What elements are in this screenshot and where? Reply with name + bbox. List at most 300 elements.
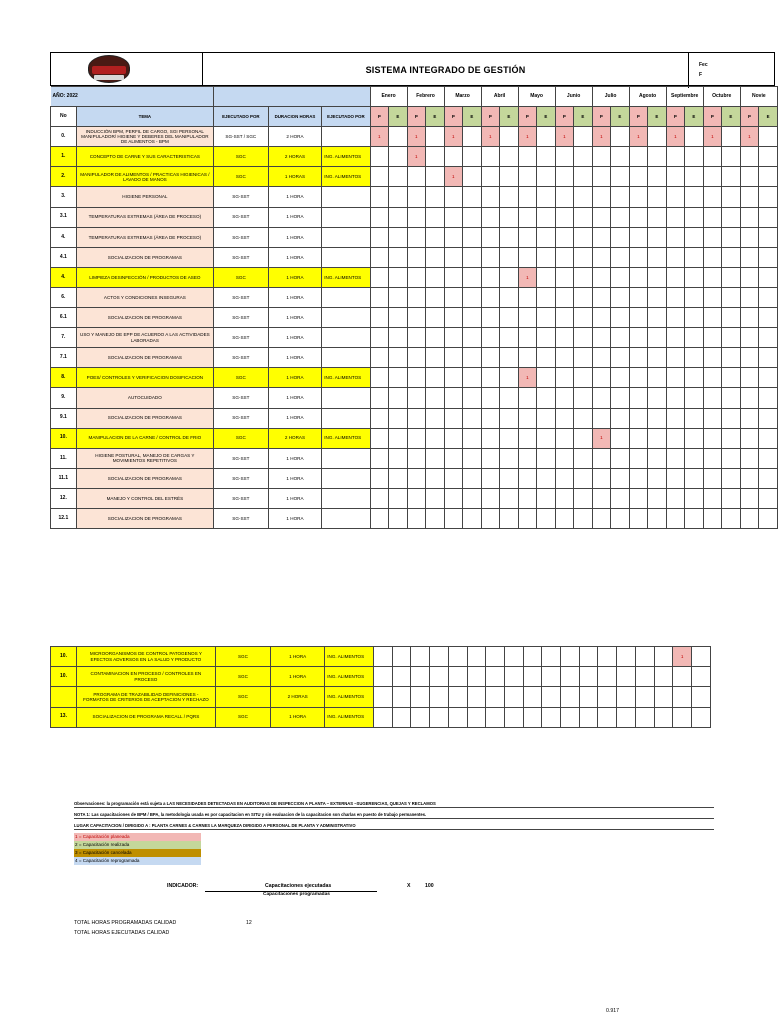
- schedule-cell: [370, 267, 389, 287]
- schedule-cell: [389, 147, 408, 167]
- col-duracion: DURACION HORAS: [268, 107, 322, 127]
- row-number: 13.: [51, 707, 77, 727]
- schedule-cell: [481, 508, 500, 528]
- schedule-cell: [629, 308, 648, 328]
- row-executed-by: SGC: [214, 267, 269, 287]
- schedule-cell: [574, 227, 593, 247]
- row-number: 1.: [51, 147, 77, 167]
- schedule-cell: [481, 428, 500, 448]
- training-row: [51, 328, 778, 348]
- row-duration: 1 HORA: [268, 488, 322, 508]
- month-header: Abril: [481, 87, 518, 107]
- schedule-cell: [518, 187, 537, 207]
- schedule-cell: [692, 707, 711, 727]
- schedule-cell: [500, 287, 519, 307]
- schedule-cell: [574, 408, 593, 428]
- schedule-cell: [629, 408, 648, 428]
- schedule-cell: [481, 388, 500, 408]
- schedule-cell: [444, 388, 463, 408]
- schedule-cell: [555, 147, 574, 167]
- schedule-cell: [611, 308, 630, 328]
- schedule-cell: [722, 287, 741, 307]
- schedule-cell: [666, 287, 685, 307]
- schedule-cell: [426, 227, 445, 247]
- schedule-cell: [685, 488, 704, 508]
- row-duration: 1 HORA: [268, 308, 322, 328]
- schedule-cell: [537, 167, 556, 187]
- row-number: 11.: [51, 448, 77, 468]
- col-planned: P: [740, 107, 759, 127]
- schedule-cell: [592, 408, 611, 428]
- location-note: LUGAR CAPACITACION / DIRIGIDO A : PLANTA CARNES & CARNES LA MARQUEZA DIRIGIDO A PERSONAL DE PLANTA Y ADMINISTRATIVO: [74, 822, 714, 830]
- schedule-cell: [500, 388, 519, 408]
- schedule-cell: [542, 667, 561, 687]
- col-no: No: [51, 107, 77, 127]
- schedule-cell: [740, 428, 759, 448]
- schedule-cell: [407, 308, 426, 328]
- schedule-cell: [740, 488, 759, 508]
- schedule-cell: [555, 348, 574, 368]
- schedule-cell: [635, 687, 654, 707]
- schedule-cell: [504, 707, 523, 727]
- schedule-cell: [759, 368, 778, 388]
- schedule-cell: [463, 388, 482, 408]
- schedule-cell: [666, 348, 685, 368]
- schedule-cell: [370, 287, 389, 307]
- schedule-cell: [648, 227, 667, 247]
- planned-mark: 1: [592, 127, 611, 147]
- row-topic: SOCIALIZACION DE PROGRAMAS: [76, 468, 213, 488]
- schedule-cell: [685, 508, 704, 528]
- schedule-cell: [537, 147, 556, 167]
- schedule-cell: [611, 328, 630, 348]
- schedule-cell: [537, 388, 556, 408]
- row-topic: CONTAMINACION EN PROCESO / CONTROLES EN PROCESO: [77, 667, 216, 687]
- schedule-cell: [685, 328, 704, 348]
- schedule-cell: [523, 707, 542, 727]
- row-executed-by-2: [322, 207, 370, 227]
- schedule-cell: [463, 147, 482, 167]
- legend-item: 2 = Capacitación realizada: [74, 841, 201, 849]
- planned-mark: 1: [629, 127, 648, 147]
- row-executed-by: SG-SST: [214, 388, 269, 408]
- schedule-cell: [722, 267, 741, 287]
- schedule-cell: [598, 667, 617, 687]
- schedule-cell: [518, 488, 537, 508]
- schedule-cell: [389, 468, 408, 488]
- schedule-cell: [740, 247, 759, 267]
- schedule-cell: [537, 428, 556, 448]
- schedule-cell: [629, 267, 648, 287]
- schedule-cell: [592, 368, 611, 388]
- schedule-cell: [426, 388, 445, 408]
- schedule-cell: [426, 187, 445, 207]
- schedule-cell: [592, 488, 611, 508]
- training-row: [51, 207, 778, 227]
- schedule-cell: [444, 147, 463, 167]
- row-number: 6.: [51, 287, 77, 307]
- col-planned: P: [629, 107, 648, 127]
- row-executed-by-2: [322, 328, 370, 348]
- schedule-cell: [518, 508, 537, 528]
- row-duration: 1 HORA: [271, 707, 325, 727]
- schedule-cell: [722, 328, 741, 348]
- schedule-cell: [389, 328, 408, 348]
- schedule-cell: [426, 488, 445, 508]
- indicator-numerator: Capacitaciones ejecutadas: [265, 883, 332, 889]
- schedule-cell: [370, 147, 389, 167]
- schedule-cell: [740, 167, 759, 187]
- schedule-cell: [629, 348, 648, 368]
- schedule-cell: [555, 428, 574, 448]
- row-duration: 1 HORA: [268, 368, 322, 388]
- col-executed: E: [685, 107, 704, 127]
- schedule-cell: [740, 147, 759, 167]
- month-header: Novie: [740, 87, 777, 107]
- schedule-cell: [444, 428, 463, 448]
- schedule-cell: [537, 408, 556, 428]
- col-planned: P: [592, 107, 611, 127]
- schedule-cell: [389, 448, 408, 468]
- schedule-cell: [703, 468, 722, 488]
- schedule-cell: [722, 408, 741, 428]
- schedule-cell: [759, 488, 778, 508]
- schedule-cell: [666, 428, 685, 448]
- schedule-cell: [370, 308, 389, 328]
- schedule-cell: [500, 207, 519, 227]
- schedule-cell: [648, 147, 667, 167]
- col-executed: E: [722, 107, 741, 127]
- schedule-cell: [574, 267, 593, 287]
- schedule-cell: [407, 207, 426, 227]
- schedule-cell: [629, 508, 648, 528]
- schedule-cell: [722, 247, 741, 267]
- schedule-cell: [759, 187, 778, 207]
- schedule-cell: [481, 448, 500, 468]
- row-topic: HIGIENE PERSONAL: [76, 187, 213, 207]
- row-duration: 1 HORA: [268, 267, 322, 287]
- schedule-cell: [759, 167, 778, 187]
- schedule-cell: [673, 667, 692, 687]
- schedule-cell: [574, 167, 593, 187]
- schedule-cell: [426, 267, 445, 287]
- row-executed-by: SG-SST / SGC: [214, 127, 269, 147]
- planned-mark: 1: [481, 127, 500, 147]
- schedule-cell: [648, 207, 667, 227]
- schedule-cell: [740, 207, 759, 227]
- col-executed: E: [389, 107, 408, 127]
- schedule-cell: [407, 227, 426, 247]
- schedule-cell: [389, 408, 408, 428]
- schedule-cell: [648, 388, 667, 408]
- schedule-cell: [648, 328, 667, 348]
- schedule-cell: [463, 308, 482, 328]
- schedule-cell: [611, 207, 630, 227]
- schedule-cell: [561, 667, 580, 687]
- schedule-cell: [759, 468, 778, 488]
- schedule-cell: [703, 207, 722, 227]
- schedule-cell: [463, 468, 482, 488]
- schedule-cell: [759, 428, 778, 448]
- row-executed-by-2: ING. ALIMENTOS: [322, 428, 370, 448]
- schedule-cell: [389, 227, 408, 247]
- schedule-cell: [574, 308, 593, 328]
- schedule-cell: [592, 267, 611, 287]
- schedule-cell: [411, 687, 430, 707]
- schedule-cell: [518, 408, 537, 428]
- schedule-cell: [703, 328, 722, 348]
- schedule-cell: [579, 667, 598, 687]
- schedule-cell: [740, 267, 759, 287]
- schedule-cell: [392, 687, 411, 707]
- schedule-cell: [518, 348, 537, 368]
- row-number: 10.: [51, 667, 77, 687]
- schedule-cell: [518, 328, 537, 348]
- training-row: [51, 488, 778, 508]
- schedule-cell: [370, 368, 389, 388]
- schedule-cell: [635, 647, 654, 667]
- schedule-cell: [370, 408, 389, 428]
- schedule-cell: [703, 428, 722, 448]
- schedule-cell: [389, 308, 408, 328]
- indicator-times: X: [407, 883, 411, 889]
- schedule-cell: [518, 468, 537, 488]
- row-executed-by: SG-SST: [214, 287, 269, 307]
- doc-info-line1: Fec: [699, 62, 708, 68]
- schedule-cell: [500, 267, 519, 287]
- schedule-cell: [444, 328, 463, 348]
- schedule-cell: [611, 247, 630, 267]
- schedule-cell: [592, 167, 611, 187]
- schedule-cell: [407, 348, 426, 368]
- schedule-cell: [518, 308, 537, 328]
- schedule-cell: [486, 647, 505, 667]
- schedule-cell: [759, 247, 778, 267]
- col-ejecutado-por-2: EJECUTADO POR: [322, 107, 370, 127]
- page-title: SISTEMA INTEGRADO DE GESTIÓN: [365, 65, 526, 75]
- schedule-cell: [500, 488, 519, 508]
- row-number: 11.1: [51, 468, 77, 488]
- total-programmed-value: 12: [246, 920, 252, 926]
- row-number: 3.: [51, 187, 77, 207]
- schedule-cell: [592, 187, 611, 207]
- col-executed: E: [537, 107, 556, 127]
- schedule-cell: [426, 448, 445, 468]
- schedule-cell: [574, 187, 593, 207]
- training-row: [51, 508, 778, 528]
- planned-mark: 1: [673, 647, 692, 667]
- schedule-cell: [430, 687, 449, 707]
- training-row: [51, 127, 778, 147]
- row-number: 9.1: [51, 408, 77, 428]
- month-header: Marzo: [444, 87, 481, 107]
- row-duration: 1 HORA: [268, 328, 322, 348]
- col-planned: P: [666, 107, 685, 127]
- schedule-cell: [481, 308, 500, 328]
- schedule-cell: [574, 368, 593, 388]
- training-schedule-table: [50, 86, 778, 529]
- schedule-cell: [555, 267, 574, 287]
- schedule-cell: [374, 707, 393, 727]
- schedule-cell: [759, 127, 778, 147]
- schedule-cell: [685, 348, 704, 368]
- schedule-cell: [555, 167, 574, 187]
- row-executed-by-2: [322, 127, 370, 147]
- schedule-cell: [629, 468, 648, 488]
- schedule-cell: [374, 667, 393, 687]
- row-executed-by-2: ING. ALIMENTOS: [325, 687, 374, 707]
- schedule-cell: [740, 348, 759, 368]
- planned-mark: 1: [370, 127, 389, 147]
- schedule-cell: [555, 287, 574, 307]
- schedule-cell: [740, 227, 759, 247]
- schedule-cell: [407, 368, 426, 388]
- planned-mark: 1: [518, 127, 537, 147]
- row-executed-by: SG-SST: [214, 408, 269, 428]
- schedule-cell: [370, 488, 389, 508]
- col-executed: E: [574, 107, 593, 127]
- schedule-cell: [481, 227, 500, 247]
- schedule-cell: [579, 707, 598, 727]
- training-row: [51, 707, 711, 727]
- schedule-cell: [648, 187, 667, 207]
- legend-item: 4 = Capacitación reprogramada: [74, 857, 201, 865]
- schedule-cell: [611, 147, 630, 167]
- schedule-cell: [426, 127, 445, 147]
- schedule-cell: [703, 247, 722, 267]
- legend-item: 3 = Capacitación cancelada: [74, 849, 201, 857]
- schedule-cell: [389, 287, 408, 307]
- schedule-cell: [463, 348, 482, 368]
- indicator-label: INDICADOR:: [167, 883, 199, 889]
- row-topic: SOCIALIZACION DE PROGRAMAS: [76, 247, 213, 267]
- schedule-cell: [692, 667, 711, 687]
- schedule-cell: [444, 247, 463, 267]
- year-label: AÑO: 2022: [51, 87, 214, 107]
- schedule-cell: [555, 468, 574, 488]
- schedule-cell: [648, 448, 667, 468]
- schedule-cell: [537, 127, 556, 147]
- row-topic: SOCIALIZACION DE PROGRAMA RECALL / PQRS: [77, 707, 216, 727]
- schedule-cell: [579, 687, 598, 707]
- schedule-cell: [685, 388, 704, 408]
- schedule-cell: [389, 207, 408, 227]
- schedule-cell: [611, 448, 630, 468]
- row-executed-by: SGC: [214, 428, 269, 448]
- row-executed-by: SG-SST: [214, 247, 269, 267]
- schedule-cell: [666, 328, 685, 348]
- schedule-cell: [370, 388, 389, 408]
- schedule-cell: [648, 308, 667, 328]
- document-info-box: [688, 52, 778, 88]
- schedule-cell: [481, 468, 500, 488]
- schedule-cell: [703, 187, 722, 207]
- schedule-cell: [759, 207, 778, 227]
- row-executed-by: SG-SST: [214, 348, 269, 368]
- schedule-cell: [648, 368, 667, 388]
- schedule-cell: [370, 207, 389, 227]
- schedule-cell: [518, 147, 537, 167]
- schedule-cell: [518, 428, 537, 448]
- col-executed: E: [463, 107, 482, 127]
- schedule-cell: [430, 647, 449, 667]
- schedule-cell: [703, 147, 722, 167]
- schedule-cell: [426, 508, 445, 528]
- row-duration: 1 HORA: [268, 468, 322, 488]
- planned-mark: 1: [407, 127, 426, 147]
- schedule-cell: [648, 488, 667, 508]
- row-duration: 1 HORA: [268, 348, 322, 368]
- schedule-cell: [389, 428, 408, 448]
- schedule-cell: [500, 348, 519, 368]
- schedule-cell: [592, 508, 611, 528]
- training-row: [51, 147, 778, 167]
- schedule-cell: [574, 127, 593, 147]
- schedule-cell: [407, 388, 426, 408]
- row-number: 4.1: [51, 247, 77, 267]
- schedule-cell: [722, 368, 741, 388]
- schedule-cell: [481, 328, 500, 348]
- schedule-cell: [611, 508, 630, 528]
- row-executed-by-2: [322, 308, 370, 328]
- row-executed-by-2: [322, 508, 370, 528]
- schedule-cell: [629, 448, 648, 468]
- schedule-cell: [389, 368, 408, 388]
- schedule-cell: [759, 227, 778, 247]
- row-executed-by-2: [322, 247, 370, 267]
- schedule-cell: [444, 308, 463, 328]
- col-planned: P: [370, 107, 389, 127]
- schedule-cell: [685, 368, 704, 388]
- schedule-cell: [504, 667, 523, 687]
- schedule-cell: [407, 167, 426, 187]
- row-executed-by: SG-SST: [214, 328, 269, 348]
- schedule-cell: [463, 428, 482, 448]
- row-duration: 2 HORA: [268, 127, 322, 147]
- schedule-cell: [592, 468, 611, 488]
- month-header: Mayo: [518, 87, 555, 107]
- schedule-cell: [392, 647, 411, 667]
- schedule-cell: [740, 287, 759, 307]
- row-duration: 1 HORA: [268, 408, 322, 428]
- schedule-cell: [486, 707, 505, 727]
- schedule-cell: [481, 488, 500, 508]
- schedule-cell: [611, 348, 630, 368]
- row-executed-by: SG-SST: [214, 227, 269, 247]
- schedule-cell: [722, 187, 741, 207]
- schedule-cell: [666, 227, 685, 247]
- schedule-cell: [537, 287, 556, 307]
- methodology-note: NOTA 1: Las capacitaciones de BPM / BPA, la metodologia usada es por capacitacion en SITU y sin evaluacion de la capacitacion son charlas en puesto de trabajo permanentes.: [74, 811, 714, 819]
- schedule-cell: [592, 448, 611, 468]
- schedule-cell: [426, 167, 445, 187]
- doc-info-line2: F: [699, 72, 703, 78]
- training-row: [51, 187, 778, 207]
- row-number: 7.1: [51, 348, 77, 368]
- schedule-cell: [629, 488, 648, 508]
- row-topic: MICROORGANISMOS DE CONTROL PATOGENOS Y EFECTOS ADVERSOS EN LA SALUD Y PRODUCTO: [77, 647, 216, 667]
- planned-mark: 1: [518, 267, 537, 287]
- schedule-cell: [611, 408, 630, 428]
- schedule-cell: [611, 267, 630, 287]
- row-executed-by: SGC: [214, 167, 269, 187]
- schedule-cell: [654, 667, 673, 687]
- month-header: Enero: [370, 87, 407, 107]
- schedule-cell: [759, 448, 778, 468]
- schedule-cell: [407, 287, 426, 307]
- schedule-cell: [666, 488, 685, 508]
- schedule-cell: [537, 348, 556, 368]
